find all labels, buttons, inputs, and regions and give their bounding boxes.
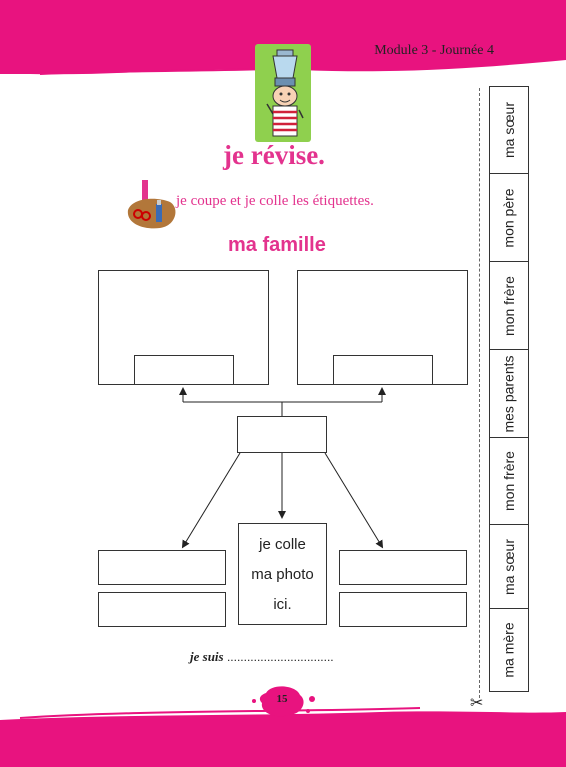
label-text: ma mère bbox=[501, 622, 518, 678]
sibling-left-box-2[interactable] bbox=[98, 592, 226, 627]
label-text: mon frère bbox=[501, 451, 518, 511]
photo-box[interactable] bbox=[238, 523, 327, 625]
label-cell[interactable] bbox=[490, 87, 528, 174]
page-number: 15 bbox=[276, 693, 288, 705]
label-cell[interactable] bbox=[490, 262, 528, 350]
scissors-icon: ✂ bbox=[470, 695, 484, 712]
parent-label-right[interactable] bbox=[333, 355, 433, 385]
sibling-right-box-2[interactable] bbox=[339, 592, 467, 627]
instruction-text: je coupe et je colle les étiquettes. bbox=[176, 193, 374, 209]
label-text: mes parents bbox=[501, 354, 518, 433]
mascot-illustration bbox=[255, 44, 311, 142]
photo-text-line-2: ma photo bbox=[251, 566, 314, 583]
photo-text-line-3: ici. bbox=[273, 596, 292, 613]
page-title: je révise. bbox=[223, 140, 325, 170]
sibling-left-box-1[interactable] bbox=[98, 550, 226, 585]
label-text: ma sœur bbox=[501, 102, 517, 158]
cutout-labels bbox=[489, 86, 529, 692]
scissors-glue-icon bbox=[126, 180, 182, 232]
label-cell[interactable] bbox=[490, 525, 528, 609]
photo-text-line-1: je colle bbox=[259, 536, 306, 553]
center-label-box[interactable] bbox=[237, 416, 327, 453]
je-suis-line[interactable] bbox=[190, 649, 334, 665]
label-text: ma sœur bbox=[501, 538, 517, 595]
je-suis-dots: ................................ bbox=[226, 650, 334, 664]
label-text: mon père bbox=[501, 187, 517, 248]
label-cell[interactable] bbox=[490, 350, 528, 438]
sibling-right-box-1[interactable] bbox=[339, 550, 467, 585]
parent-label-left[interactable] bbox=[134, 355, 234, 385]
module-label: Module 3 - Journée 4 bbox=[374, 43, 494, 58]
cut-line bbox=[479, 88, 480, 698]
label-text: mon frère bbox=[501, 275, 518, 336]
label-cell[interactable] bbox=[490, 174, 528, 262]
section-title: ma famille bbox=[228, 234, 326, 256]
label-cell[interactable] bbox=[490, 438, 528, 525]
je-suis-label: je suis bbox=[190, 649, 224, 664]
label-cell[interactable] bbox=[490, 609, 528, 691]
